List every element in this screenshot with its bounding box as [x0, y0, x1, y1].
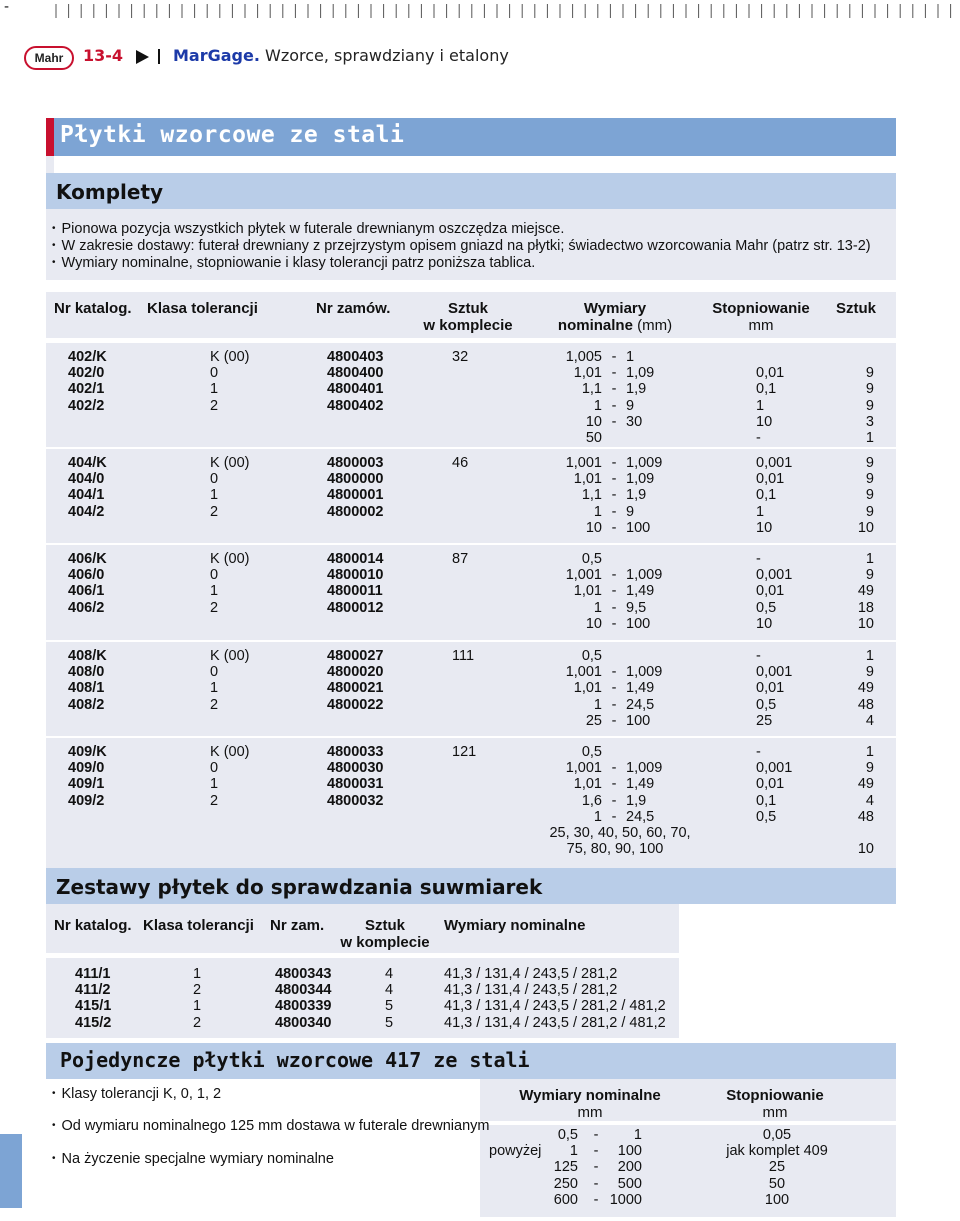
- range-to: 500: [617, 1175, 642, 1192]
- suw-col-nr-zam: Nr zam.: [270, 917, 325, 934]
- order-number: 4800011: [327, 583, 383, 600]
- piece-count: 18: [857, 599, 874, 616]
- range-to: 100: [626, 519, 651, 536]
- range-dash: -: [593, 1143, 599, 1160]
- range-to: 100: [626, 615, 651, 632]
- order-number: 4800031: [327, 776, 384, 793]
- suw-col-klasa: Klasa tolerancji: [143, 917, 254, 934]
- col-stopniowanie-2: mm: [748, 317, 774, 334]
- tolerance-class: K (00): [210, 455, 250, 471]
- komplety-bullet: • W zakresie dostawy: futerał drewniany z przejrzystym opisem gniazd na płytki; świadectwo wzorcowania Mahr (patrz str. 13-2): [52, 238, 871, 254]
- range-from: 1: [569, 1143, 578, 1160]
- range-dash: -: [611, 349, 617, 365]
- step: 0,1: [756, 381, 777, 398]
- order-number: 4800340: [275, 1014, 332, 1031]
- range-from: 600: [553, 1191, 578, 1208]
- range-to: 9: [626, 397, 635, 414]
- range-from: 10: [585, 413, 602, 430]
- pojedyncze-bullet: • Klasy tolerancji K, 0, 1, 2: [52, 1086, 221, 1102]
- page-number: 13-4: [83, 46, 124, 65]
- range-to: 100: [626, 712, 651, 729]
- range-from: 125: [553, 1159, 578, 1176]
- order-number: 4800343: [275, 966, 332, 982]
- separator-bar-icon: [158, 49, 160, 64]
- mahr-logo: Mahr: [24, 46, 74, 70]
- range-from: 250: [553, 1175, 578, 1192]
- step: 0,001: [756, 664, 793, 681]
- order-number: 4800402: [327, 397, 384, 414]
- step: 0,01: [756, 471, 785, 488]
- order-number: 4800032: [327, 792, 384, 809]
- step: -: [756, 551, 761, 567]
- order-number: 4800033: [327, 744, 384, 760]
- range-from: 1,001: [565, 567, 602, 584]
- set-count: 4: [385, 966, 394, 982]
- range-dash: -: [611, 365, 617, 382]
- set-count: 32: [452, 349, 469, 365]
- col-nr-zamow: Nr zamów.: [316, 300, 391, 317]
- range-list: 25, 30, 40, 50, 60, 70,: [549, 825, 691, 841]
- step: -: [756, 430, 761, 446]
- range-dash: -: [611, 487, 617, 504]
- range-to: 1,9: [626, 487, 647, 504]
- piece-count: 9: [865, 455, 874, 471]
- step: 10: [756, 615, 773, 632]
- catalog-number: 406/0: [68, 567, 105, 584]
- step: jak komplet 409: [726, 1143, 828, 1160]
- step: 0,5: [756, 808, 777, 825]
- pojedyncze-bullet: • Na życzenie specjalne wymiary nominalne: [52, 1151, 334, 1167]
- piece-count: 49: [857, 776, 874, 793]
- catalog-number: 409/2: [68, 792, 105, 809]
- col-sztuk: Sztuk: [836, 300, 877, 317]
- col-sztuk-komplet-1: Sztuk: [447, 300, 488, 317]
- step: 0,05: [762, 1127, 792, 1143]
- tolerance-class: 1: [193, 998, 202, 1015]
- nominal-dimensions: 41,3 / 131,4 / 243,5 / 281,2 / 481,2: [444, 1014, 666, 1031]
- step: 25: [768, 1159, 786, 1176]
- tolerance-class: 2: [210, 599, 219, 616]
- piece-count: 9: [865, 503, 874, 520]
- catalog-number: 402/1: [68, 381, 105, 398]
- group-divider: [46, 736, 896, 738]
- top-ruler: [0, 0, 960, 22]
- range-from: 1,01: [573, 471, 602, 488]
- range-from: 1,01: [573, 680, 602, 697]
- col-wymiary-unit: (mm): [637, 317, 673, 334]
- tolerance-class: 0: [210, 365, 219, 382]
- catalog-number: 409/0: [68, 760, 105, 777]
- tolerance-class: K (00): [210, 349, 250, 365]
- step: 0,001: [756, 567, 793, 584]
- range-from: 0,5: [581, 744, 602, 760]
- col-nr-katalog: Nr katalog.: [54, 300, 132, 317]
- title-accent: [46, 118, 54, 156]
- step: 0,01: [756, 776, 785, 793]
- main-title: Płytki wzorcowe ze stali: [60, 122, 405, 148]
- step: 1: [756, 503, 765, 520]
- range-from: 1,01: [573, 776, 602, 793]
- tolerance-class: 2: [210, 792, 219, 809]
- order-number: 4800010: [327, 567, 384, 584]
- header-title: [173, 46, 509, 65]
- range-dash: -: [611, 381, 617, 398]
- tolerance-class: 1: [210, 776, 219, 793]
- range-to: 1,49: [626, 776, 655, 793]
- range-dash: -: [611, 776, 617, 793]
- tolerance-class: 2: [193, 1014, 202, 1031]
- range-to: 100: [617, 1143, 642, 1160]
- range-from: 10: [585, 615, 602, 632]
- tolerance-class: 1: [210, 381, 219, 398]
- step: 0,5: [756, 599, 777, 616]
- piece-count: 10: [857, 841, 874, 858]
- tolerance-class: 0: [210, 471, 219, 488]
- order-number: 4800003: [327, 455, 384, 471]
- range-from: 1,005: [565, 349, 602, 365]
- piece-count: 4: [865, 792, 874, 809]
- range-dash: -: [611, 664, 617, 681]
- catalog-number: 411/2: [75, 982, 111, 999]
- range-dash: -: [611, 455, 617, 471]
- step: 25: [756, 712, 773, 729]
- range-from: 1: [593, 808, 602, 825]
- order-number: 4800012: [327, 599, 384, 616]
- range-from: 1: [593, 696, 602, 713]
- set-count: 87: [452, 551, 469, 567]
- step: -: [756, 648, 761, 664]
- group-divider: [46, 543, 896, 545]
- order-number: 4800344: [275, 982, 332, 999]
- order-number: 4800339: [275, 998, 332, 1015]
- order-number: 4800401: [327, 381, 384, 398]
- piece-count: 9: [865, 471, 874, 488]
- range-to: 1000: [609, 1191, 642, 1208]
- range-dash: -: [611, 397, 617, 414]
- catalog-number: 402/K: [68, 349, 107, 365]
- range-to: 1,49: [626, 583, 655, 600]
- suwmiarki-white-area: [679, 904, 896, 1038]
- catalog-number: 411/1: [75, 966, 111, 982]
- step: 100: [764, 1191, 790, 1208]
- catalog-number: 408/K: [68, 648, 107, 664]
- step: 10: [756, 413, 773, 430]
- order-number: 4800403: [327, 349, 384, 365]
- step: 0,001: [756, 760, 793, 777]
- range-to: 1: [633, 1127, 642, 1143]
- range-from: 1: [593, 503, 602, 520]
- piece-count: 9: [865, 567, 874, 584]
- pojedyncze-bullet: • Od wymiaru nominalnego 125 mm dostawa w futerale drewnianym: [52, 1118, 489, 1134]
- range-to: 200: [617, 1159, 642, 1176]
- range-to: 9,5: [626, 599, 647, 616]
- range-from: 50: [585, 430, 602, 446]
- set-count: 46: [452, 455, 469, 471]
- range-prefix: powyżej: [489, 1143, 542, 1160]
- catalog-number: 404/K: [68, 455, 107, 471]
- tolerance-class: 1: [210, 583, 219, 600]
- col-wymiary-2: nominalne: [557, 317, 633, 334]
- piece-count: 4: [865, 712, 874, 729]
- range-to: 1,009: [626, 760, 663, 777]
- step: 0,1: [756, 792, 777, 809]
- order-number: 4800014: [327, 551, 384, 567]
- range-from: 1,01: [573, 583, 602, 600]
- tolerance-class: 2: [193, 982, 202, 999]
- piece-count: 48: [857, 808, 874, 825]
- suw-col-sztuk-2: w komplecie: [340, 934, 430, 951]
- step: 0,01: [756, 365, 785, 382]
- piece-count: 49: [857, 583, 874, 600]
- suw-col-sztuk: [330, 917, 440, 951]
- tolerance-class: K (00): [210, 551, 250, 567]
- group-divider: [46, 640, 896, 642]
- piece-count: 9: [865, 760, 874, 777]
- range-from: 0,5: [557, 1127, 578, 1143]
- tolerance-class: 0: [210, 664, 219, 681]
- range-from: 1,001: [565, 760, 602, 777]
- step: 0,5: [756, 696, 777, 713]
- range-from: 0,5: [581, 648, 602, 664]
- poj-col-wymiary-2: mm: [577, 1104, 603, 1121]
- step: 0,01: [756, 680, 785, 697]
- col-wymiary-1: Wymiary: [583, 300, 647, 317]
- piece-count: 1: [865, 648, 874, 664]
- catalog-number: 409/K: [68, 744, 107, 760]
- piece-count: 9: [865, 397, 874, 414]
- nominal-dimensions: 41,3 / 131,4 / 243,5 / 281,2: [444, 966, 618, 982]
- piece-count: 1: [865, 430, 874, 446]
- range-from: 1: [593, 397, 602, 414]
- nominal-dimensions: 41,3 / 131,4 / 243,5 / 281,2: [444, 982, 618, 999]
- komplety-bullet: • Wymiary nominalne, stopniowanie i klasy tolerancji patrz poniższa tablica.: [52, 255, 535, 271]
- tolerance-class: 2: [210, 696, 219, 713]
- piece-count: 10: [857, 519, 874, 536]
- tolerance-class: 0: [210, 760, 219, 777]
- pojedyncze-heading: Pojedyncze płytki wzorcowe 417 ze stali: [60, 1048, 530, 1072]
- range-dash: -: [611, 712, 617, 729]
- tolerance-class: 0: [210, 567, 219, 584]
- range-dash: -: [593, 1175, 599, 1192]
- col-wymiary: [540, 300, 690, 334]
- range-dash: -: [611, 583, 617, 600]
- tolerance-class: K (00): [210, 744, 250, 760]
- range-to: 24,5: [626, 696, 655, 713]
- catalog-number: 408/1: [68, 680, 105, 697]
- brand-name: MarGage.: [173, 46, 260, 65]
- piece-count: 9: [865, 487, 874, 504]
- poj-col-wymiary-1: Wymiary nominalne: [519, 1087, 661, 1104]
- range-to: 30: [626, 413, 643, 430]
- set-count: 5: [385, 1014, 394, 1031]
- side-tab: [0, 1134, 22, 1208]
- tolerance-class: 2: [210, 397, 219, 414]
- komplety-heading: Komplety: [56, 180, 164, 204]
- suw-col-sztuk-1: Sztuk: [364, 917, 405, 934]
- range-dash: -: [611, 413, 617, 430]
- range-to: 1,9: [626, 792, 647, 809]
- range-to: 1,009: [626, 455, 663, 471]
- order-number: 4800021: [327, 680, 384, 697]
- catalog-number: 406/2: [68, 599, 105, 616]
- range-from: 1,6: [581, 792, 602, 809]
- order-number: 4800001: [327, 487, 384, 504]
- catalog-number: 415/1: [75, 998, 112, 1015]
- range-to: 1,09: [626, 471, 655, 488]
- range-dash: -: [593, 1191, 599, 1208]
- ruler-dash: -: [4, 0, 10, 15]
- catalog-number: 404/0: [68, 471, 105, 488]
- range-to: 1,09: [626, 365, 655, 382]
- col-sztuk-komplet: [408, 300, 528, 334]
- group-divider: [46, 341, 896, 343]
- set-count: 5: [385, 998, 394, 1015]
- step: -: [756, 744, 761, 760]
- range-from: 1,001: [565, 664, 602, 681]
- range-from: 1,1: [581, 487, 602, 504]
- set-count: 111: [452, 648, 475, 664]
- suw-col-wymiary: Wymiary nominalne: [444, 917, 586, 934]
- piece-count: 49: [857, 680, 874, 697]
- piece-count: 1: [865, 744, 874, 760]
- range-dash: -: [611, 599, 617, 616]
- range-from: 1,01: [573, 365, 602, 382]
- pojedyncze-header-rule: [480, 1121, 896, 1125]
- catalog-number: 408/2: [68, 696, 105, 713]
- bullets-gap: [46, 280, 896, 292]
- catalog-number: 406/K: [68, 551, 107, 567]
- range-from: 0,5: [581, 551, 602, 567]
- catalog-number: 404/1: [68, 487, 105, 504]
- range-to: 1,009: [626, 664, 663, 681]
- order-number: 4800020: [327, 664, 384, 681]
- piece-count: 9: [865, 381, 874, 398]
- range-to: 1,9: [626, 381, 647, 398]
- suwmiarki-heading: Zestawy płytek do sprawdzania suwmiarek: [56, 875, 543, 899]
- piece-count: 3: [865, 413, 874, 430]
- komplety-bullet: • Pionowa pozycja wszystkich płytek w futerale drewnianym oszczędza miejsce.: [52, 221, 564, 237]
- order-number: 4800002: [327, 503, 384, 520]
- range-from: 10: [585, 519, 602, 536]
- komplety-bar: [46, 173, 896, 209]
- tolerance-class: K (00): [210, 648, 250, 664]
- suw-col-nr-katalog: Nr katalog.: [54, 917, 132, 934]
- poj-col-stopniowanie-1: Stopniowanie: [726, 1087, 824, 1104]
- catalog-number: 406/1: [68, 583, 105, 600]
- group-divider: [46, 447, 896, 449]
- step: 10: [756, 519, 773, 536]
- piece-count: 48: [857, 696, 874, 713]
- tolerance-class: 1: [193, 966, 202, 982]
- tolerance-class: 1: [210, 487, 219, 504]
- piece-count: 9: [865, 664, 874, 681]
- step: 0,01: [756, 583, 785, 600]
- piece-count: 9: [865, 365, 874, 382]
- catalog-number: 409/1: [68, 776, 105, 793]
- col-sztuk-komplet-2: w komplecie: [423, 317, 513, 334]
- order-number: 4800000: [327, 471, 384, 488]
- order-number: 4800400: [327, 365, 384, 382]
- range-to: 1,009: [626, 567, 663, 584]
- step: 0,001: [756, 455, 793, 471]
- catalog-number: 415/2: [75, 1014, 112, 1031]
- col-klasa: Klasa tolerancji: [147, 300, 258, 317]
- range-dash: -: [593, 1159, 599, 1176]
- step: 50: [768, 1175, 786, 1192]
- range-from: 1: [593, 599, 602, 616]
- tolerance-class: 2: [210, 503, 219, 520]
- range-to: 9: [626, 503, 635, 520]
- tolerance-class: 1: [210, 680, 219, 697]
- triangle-arrow-icon: [136, 50, 149, 64]
- range-list: 75, 80, 90, 100: [566, 841, 664, 858]
- range-to: 1: [626, 349, 635, 365]
- range-from: 25: [585, 712, 602, 729]
- col-stopniowanie-1: Stopniowanie: [712, 300, 810, 317]
- catalog-number: 408/0: [68, 664, 105, 681]
- range-dash: -: [611, 615, 617, 632]
- step: 1: [756, 397, 765, 414]
- range-dash: -: [611, 808, 617, 825]
- poj-col-stopniowanie-2: mm: [762, 1104, 788, 1121]
- col-stopniowanie: [696, 300, 826, 334]
- range-dash: -: [611, 471, 617, 488]
- range-dash: -: [611, 696, 617, 713]
- catalog-number: 404/2: [68, 503, 105, 520]
- order-number: 4800027: [327, 648, 384, 664]
- title-gap: [54, 156, 896, 173]
- catalog-number: 402/0: [68, 365, 105, 382]
- catalog-number: 402/2: [68, 397, 105, 414]
- range-dash: -: [611, 760, 617, 777]
- piece-count: 1: [865, 551, 874, 567]
- range-dash: -: [611, 503, 617, 520]
- suwmiarki-header-rule: [46, 953, 679, 958]
- range-dash: -: [611, 792, 617, 809]
- range-from: 1,1: [581, 381, 602, 398]
- range-from: 1,001: [565, 455, 602, 471]
- range-dash: -: [611, 680, 617, 697]
- range-dash: -: [593, 1127, 599, 1143]
- set-count: 121: [452, 744, 477, 760]
- poj-col-wymiary: [500, 1087, 680, 1121]
- set-count: 4: [385, 982, 394, 999]
- range-to: 24,5: [626, 808, 655, 825]
- poj-col-stopniowanie: [710, 1087, 840, 1121]
- range-dash: -: [611, 567, 617, 584]
- order-number: 4800022: [327, 696, 384, 713]
- range-to: 1,49: [626, 680, 655, 697]
- order-number: 4800030: [327, 760, 384, 777]
- piece-count: 10: [857, 615, 874, 632]
- step: 0,1: [756, 487, 777, 504]
- nominal-dimensions: 41,3 / 131,4 / 243,5 / 281,2 / 481,2: [444, 998, 666, 1015]
- header-subtitle: Wzorce, sprawdziany i etalony: [259, 46, 509, 65]
- range-dash: -: [611, 519, 617, 536]
